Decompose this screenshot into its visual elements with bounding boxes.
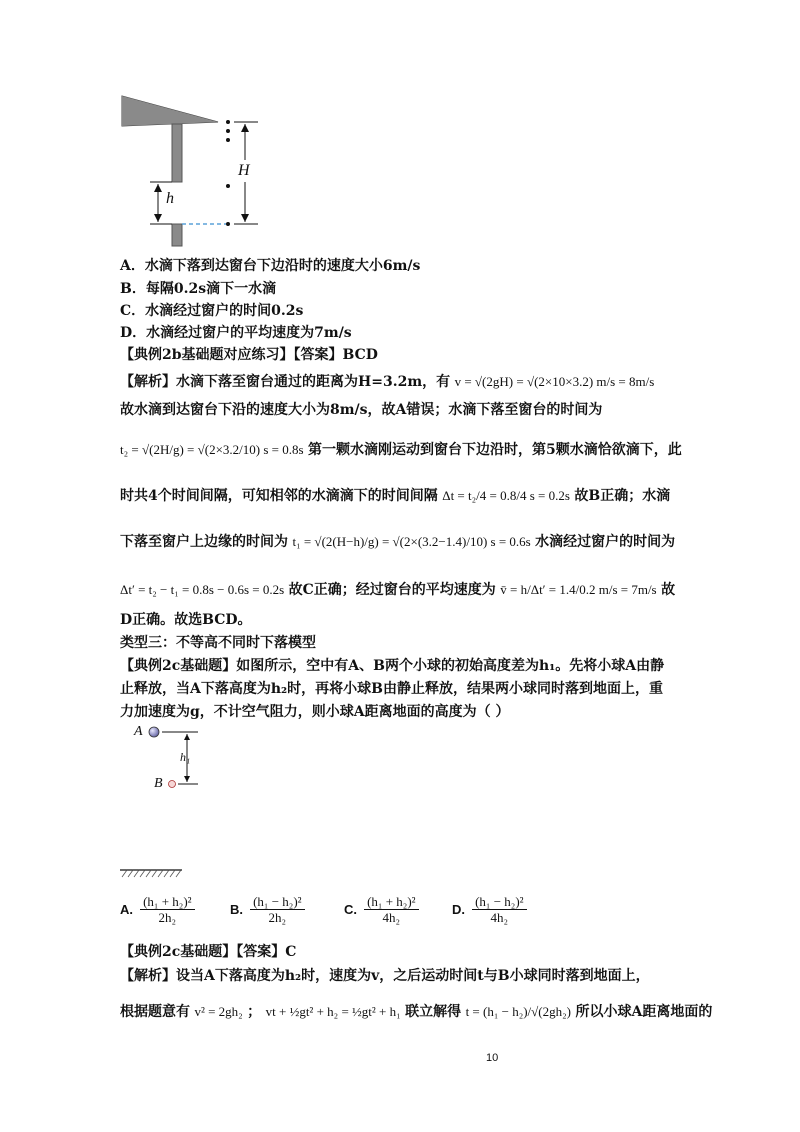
fraction-numerator: (h₁ − h₂)² — [250, 894, 304, 910]
equation-vbar: v̄ = h/Δt′ = 1.4/0.2 m/s = 7m/s — [500, 582, 657, 597]
option-d: D．水滴经过窗户的平均速度为7m/s — [120, 325, 352, 341]
problem2-line2: 止释放，当A下落高度为h₂时，再将小球B由静止释放，结果两小球同时落到地面上，重 — [120, 681, 664, 697]
page-number: 10 — [486, 1052, 499, 1064]
analysis1-text: 水滴经过窗户的时间为 — [535, 534, 676, 550]
fraction-numerator: (h₁ + h₂)² — [364, 894, 418, 910]
option-key: C. — [344, 902, 357, 917]
option-fraction — [140, 894, 194, 925]
problem2-line3: 力加速度为g，不计空气阻力，则小球A距离地面的高度为（ ） — [120, 704, 510, 720]
section-title: 类型三：不等高不同时下落模型 — [120, 635, 316, 651]
option2-d — [452, 894, 529, 925]
analysis2-line2 — [120, 1002, 712, 1022]
equation-v: v = √(2gH) = √(2×10×3.2) m/s = 8m/s — [454, 374, 655, 389]
option-fraction — [250, 894, 304, 925]
analysis1-text: 时共4个时间间隔，可知相邻的水滴滴下的时间间隔 — [120, 488, 438, 504]
option-key: A. — [120, 902, 133, 917]
fraction-denominator: 2h₂ — [158, 910, 177, 925]
option-c: C．水滴经过窗户的时间0.2s — [120, 303, 304, 319]
option2-b — [230, 894, 307, 925]
analysis1-line4 — [120, 486, 670, 506]
equation-t2: t₂ = √(2H/g) = √(2×3.2/10) s = 0.8s — [120, 442, 304, 457]
analysis1-line6 — [120, 580, 675, 600]
ground — [120, 868, 184, 878]
equation-v2: v² = 2gh₂ — [194, 1004, 243, 1019]
label-ball-a: A — [134, 724, 143, 739]
analysis2-text: 根据题意有 — [120, 1004, 190, 1020]
equation-dt: Δt = t₂/4 = 0.8/4 s = 0.2s — [442, 488, 570, 503]
option2-a — [120, 894, 197, 925]
analysis2-text: 所以小球A距离地面的 — [575, 1004, 713, 1020]
label-h1: h₁ — [180, 750, 191, 764]
analysis1-text: 故C正确；经过窗台的平均速度为 — [288, 582, 496, 598]
fraction-numerator: (h₁ − h₂)² — [472, 894, 526, 910]
analysis1-line3 — [120, 440, 682, 460]
fraction-denominator: 2h₂ — [268, 910, 287, 925]
analysis1-line5 — [120, 532, 675, 552]
analysis1-line1 — [120, 372, 654, 392]
analysis1-text: 第一颗水滴刚运动到窗台下边沿时，第5颗水滴恰欲滴下，此 — [308, 442, 682, 458]
analysis1-text: 故B正确；水滴 — [574, 488, 671, 504]
option-key: B. — [230, 902, 243, 917]
analysis1-text: 故 — [661, 582, 676, 598]
option-a: A．水滴下落到达窗台下边沿时的速度大小6m/s — [120, 258, 421, 274]
option-fraction — [472, 894, 526, 925]
equation-t: t = (h₁ − h₂)/√(2gh₂) — [465, 1004, 571, 1019]
label-ball-b: B — [154, 776, 163, 791]
analysis1-line7: D正确。故选BCD。 — [120, 612, 252, 628]
analysis1-text: 下落至窗户上边缘的时间为 — [120, 534, 288, 550]
option-fraction — [364, 894, 418, 925]
option-b: B．每隔0.2s滴下一水滴 — [120, 281, 277, 297]
option2-c — [344, 894, 421, 925]
label-h: h — [166, 190, 174, 207]
fraction-denominator: 4h₂ — [490, 910, 509, 925]
analysis2-text: ； — [247, 1004, 262, 1020]
equation-motion: vt + ½gt² + h₂ = ½gt² + h₁ — [265, 1004, 401, 1019]
analysis1-line2: 故水滴到达窗台下沿的速度大小为8m/s，故A错误；水滴下落至窗台的时间为 — [120, 402, 603, 418]
fraction-numerator: (h₁ + h₂)² — [140, 894, 194, 910]
label-H: H — [238, 162, 250, 179]
equation-t1: t₁ = √(2(H−h)/g) = √(2×(3.2−1.4)/10) s = 0.6s — [292, 534, 531, 549]
analysis2-line1: 【解析】设当A下落高度为h₂时，速度为v，之后运动时间t与B小球同时落到地面上， — [120, 968, 650, 984]
analysis2-text: 联立解得 — [405, 1004, 462, 1020]
answer-heading-1: 【典例2b基础题对应练习】【答案】BCD — [120, 347, 378, 363]
answer-heading-2: 【典例2c基础题】【答案】C — [120, 944, 297, 960]
equation-dt-prime: Δt′ = t₂ − t₁ = 0.8s − 0.6s = 0.2s — [120, 582, 285, 597]
fraction-denominator: 4h₂ — [382, 910, 401, 925]
problem2-line1: 【典例2c基础题】如图所示，空中有A、B两个小球的初始高度差为h₁。先将小球A由静 — [120, 658, 665, 674]
option-key: D. — [452, 902, 465, 917]
analysis1-text: 【解析】水滴下落至窗台通过的距离为H=3.2m，有 — [120, 374, 451, 390]
